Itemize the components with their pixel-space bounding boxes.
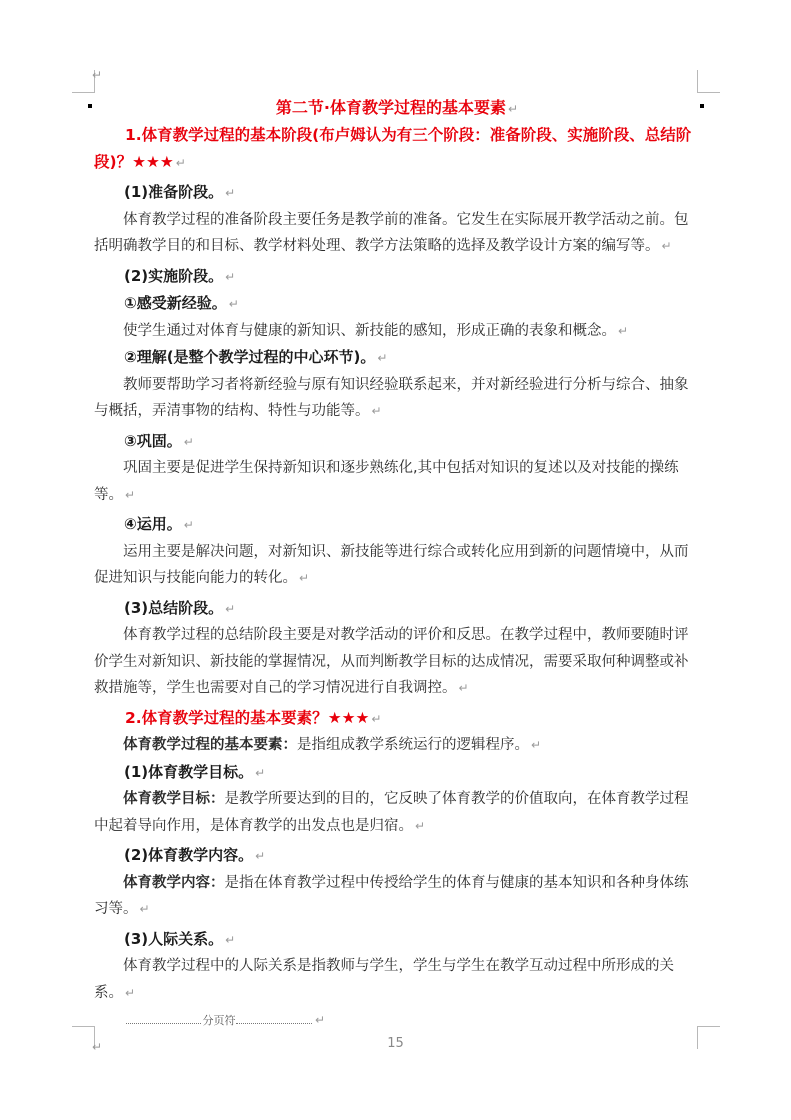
paragraph-mark-icon: ↵ [458, 681, 469, 695]
page-break-label: 分页符 [202, 1014, 236, 1027]
content-heading: (2)体育教学内容。 ↵ [124, 846, 266, 864]
question-1-heading: 1.体育教学过程的基本阶段(布卢姆认为有三个阶段：准备阶段、实施阶段、总结阶段)？★★★ ↵ [94, 126, 692, 171]
paragraph-mark-icon: ↵ [175, 155, 186, 170]
impl-stage-heading: (2)实施阶段。 ↵ [124, 266, 236, 285]
paragraph-mark-icon: ↵ [531, 738, 542, 752]
step4-heading: ④运用。 ↵ [124, 515, 194, 533]
step2-heading: ②理解(是整个教学过程的中心环节)。 ↵ [124, 348, 388, 366]
goal-heading: (1)体育教学目标。 ↵ [124, 762, 266, 781]
paragraph-mark-icon: ↵ [299, 571, 310, 585]
prep-stage-heading: (1)准备阶段。 ↵ [124, 183, 236, 201]
step4-body: 运用主要是解决问题，对新知识、新技能等进行综合或转化应用到新的问题情境中，从而促进知识与技能向能力的转化。 ↵ [94, 543, 689, 586]
paragraph-mark-icon: ↵ [618, 323, 629, 338]
star-rating: ★★★ [327, 708, 370, 727]
content-body: 体育教学内容：是指在体育教学过程中传授给学生的体育与健康的基本知识和各种身体练习等。 ↵ [94, 874, 689, 917]
page-number: 15 [387, 1036, 404, 1051]
paragraph-mark-icon: ↵ [255, 765, 266, 780]
star-rating: ★★★ [132, 152, 174, 171]
elements-definition: 体育教学过程的基本要素：是指组成教学系统运行的逻辑程序。 ↵ [123, 737, 542, 753]
paragraph-mark-icon: ↵ [508, 102, 519, 116]
paragraph-mark-icon: ↵ [225, 601, 236, 616]
paragraph-mark-icon: ↵ [314, 1013, 325, 1027]
paragraph-mark-icon: ↵ [225, 269, 236, 284]
paragraph-mark-icon: ↵ [125, 487, 136, 502]
margin-dot-right [700, 104, 704, 108]
paragraph-mark-icon: ↵ [92, 1040, 103, 1054]
step3-body: 巩固主要是促进学生保持新知识和逐步熟练化,其中包括对知识的复述以及对技能的操练等。 ↵ [94, 460, 679, 503]
paragraph-mark-icon: ↵ [415, 818, 426, 833]
summary-stage-body: 体育教学过程的总结阶段主要是对教学活动的评价和反思。在教学过程中，教师要随时评价学生对新知识、新技能的掌握情况，从而判断教学目标的达成情况，需要采取何种调整或补救措施等，学生也需要对自己的学习情况进行自我调控。 ↵ [94, 627, 689, 696]
paragraph-mark-icon: ↵ [228, 297, 239, 311]
paragraph-mark-icon: ↵ [225, 932, 236, 947]
relation-heading: (3)人际关系。 ↵ [124, 929, 236, 948]
document-body [94, 94, 700, 1006]
paragraph-mark-icon: ↵ [225, 186, 236, 200]
summary-stage-heading: (3)总结阶段。 ↵ [124, 598, 236, 617]
section-title: 第二节·体育教学过程的基本要素 ↵ [275, 98, 519, 117]
paragraph-mark-icon: ↵ [183, 434, 194, 449]
step3-heading: ③巩固。 ↵ [124, 431, 194, 450]
paragraph-mark-icon: ↵ [661, 239, 672, 253]
crop-mark-top-right [697, 70, 720, 93]
paragraph-mark-icon: ↵ [183, 518, 194, 532]
paragraph-mark-icon: ↵ [139, 902, 150, 916]
margin-dot-left [88, 104, 92, 108]
step1-heading: ①感受新经验。 ↵ [124, 294, 239, 312]
paragraph-mark-icon: ↵ [255, 849, 266, 863]
step2-body: 教师要帮助学习者将新经验与原有知识经验联系起来，并对新经验进行分析与综合、抽象与概括，弄清事物的结构、特性与功能等。 ↵ [94, 376, 689, 419]
prep-stage-body: 体育教学过程的准备阶段主要任务是教学前的准备。它发生在实际展开教学活动之前。包括明确教学目的和目标、教学材料处理、教学方法策略的选择及教学设计方案的编写等。 ↵ [94, 211, 689, 254]
page-break-marker [125, 1012, 325, 1028]
question-2-heading: 2.体育教学过程的基本要素？★★★ ↵ [125, 708, 382, 727]
paragraph-mark-icon: ↵ [92, 68, 103, 82]
paragraph-mark-icon: ↵ [125, 985, 136, 1000]
paragraph-mark-icon: ↵ [377, 351, 388, 365]
goal-body: 体育教学目标：是教学所要达到的目的，它反映了体育教学的价值取向，在体育教学过程中起着导向作用，是体育教学的出发点也是归宿。 ↵ [94, 791, 689, 834]
relation-body: 体育教学过程中的人际关系是指教师与学生，学生与学生在教学互动过程中所形成的关系。 ↵ [94, 958, 674, 1001]
paragraph-mark-icon: ↵ [371, 711, 382, 726]
paragraph-mark-icon: ↵ [371, 404, 382, 418]
step1-body: 使学生通过对体育与健康的新知识、新技能的感知，形成正确的表象和概念。 ↵ [123, 322, 629, 339]
